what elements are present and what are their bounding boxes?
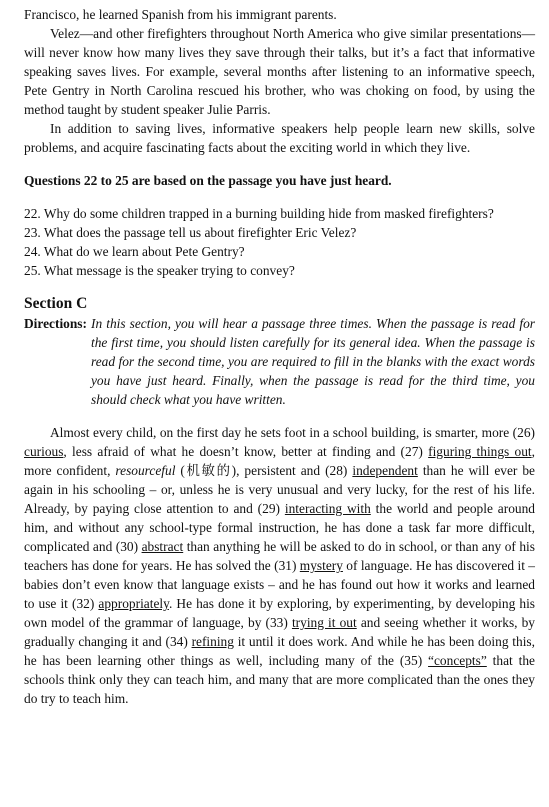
- passage-c-text-7: than anything he will be asked to do in school, or than any of his teachers has done for years. He has solved the (31): [24, 539, 535, 573]
- passage-c-text-11: it until it does work. And while he has been doing this, he has been learning other things as well, including many of the (35): [24, 634, 535, 668]
- directions-label: Directions:: [24, 316, 87, 331]
- blank-32: appropriately: [98, 596, 169, 611]
- passage-c-text-10: and seeing whether it works, by gradually changing it and (34): [24, 615, 536, 649]
- blank-34: refining: [191, 634, 234, 649]
- blank-26: curious: [24, 444, 64, 459]
- resourceful-word: resourceful: [115, 463, 176, 478]
- passage-c-text-6: the world and people around him, and without any school-type formal instruction, he has done a task far more difficult, complicated and (30): [24, 501, 535, 554]
- passage-a-paragraph-1: Velez—and other firefighters throughout North America who give similar presentations—will never know how many lives they save through their talks, but it’s a fact that informative speaking saves lives. For example, several months after listening to an informative speech, Pete Gentry in North Carolina rescued his brother, who was choking on food, by using the method taught by student speaker Julie Parris.: [24, 26, 535, 117]
- blank-30: abstract: [141, 539, 184, 554]
- blank-33: trying it out: [291, 615, 357, 630]
- question-24: 24. What do we learn about Pete Gentry?: [24, 244, 245, 259]
- passage-c-text-12: that the schools think only they can teach him, and many that are more complicated than the ones they do try to teach him.: [24, 653, 535, 706]
- section-c-title: Section C: [24, 295, 88, 312]
- passage-c-text-1: Almost every child, on the first day he sets foot in a school building, is smarter, more (26): [50, 425, 535, 440]
- passage-a-line-0: Francisco, he learned Spanish from his immigrant parents.: [24, 7, 337, 22]
- passage-c: [24, 423, 535, 708]
- passage-c-text-3: , more confident,: [24, 444, 535, 478]
- passage-a-paragraph-2: In addition to saving lives, informative speakers help people learn new skills, solve problems, and acquire fascinating facts about the exciting world in which they live.: [24, 121, 535, 155]
- passage-c-text-2: , less afraid of what he doesn’t know, better at finding and (27): [63, 444, 429, 459]
- directions-block: [24, 314, 535, 409]
- question-25: 25. What message is the speaker trying to convey?: [24, 263, 295, 278]
- questions-heading: Questions 22 to 25 are based on the passage you have just heard.: [24, 173, 392, 188]
- passage-c-text-9: . He has done it by exploring, by experimenting, by developing his own model of the grammar of language, by (33): [24, 596, 535, 630]
- question-list: [24, 204, 535, 280]
- blank-29: interacting with: [284, 501, 371, 516]
- passage-c-paragraph: [24, 423, 535, 708]
- question-22: 22. Why do some children trapped in a burning building hide from masked firefighters?: [24, 206, 494, 221]
- directions-text: In this section, you will hear a passage three times. When the passage is read for the first time, you should listen carefully for its general idea. When the passage is read for the second time, you are required to fill in the blanks with the exact words you have just heard. Finally, when the passage is read for the third time, you should check what you have written.: [90, 316, 535, 407]
- blank-28: independent: [352, 463, 418, 478]
- passage-c-text-4: (机敏的), persistent and (28): [175, 463, 353, 478]
- question-23: 23. What does the passage tell us about firefighter Eric Velez?: [24, 225, 357, 240]
- passage-c-text-8: of language. He has discovered it – babies don’t even know that language exists – and he has found out how it works and learned to use it (32): [24, 558, 535, 611]
- blank-31: mystery: [299, 558, 343, 573]
- passage-c-text-5: than he will ever be again in his schooling – or, unless he is very unusual and very lucky, for the rest of his life. Already, by paying close attention to and (29): [24, 463, 535, 516]
- blank-35: “concepts”: [428, 653, 487, 668]
- blank-27: figuring things out: [428, 444, 532, 459]
